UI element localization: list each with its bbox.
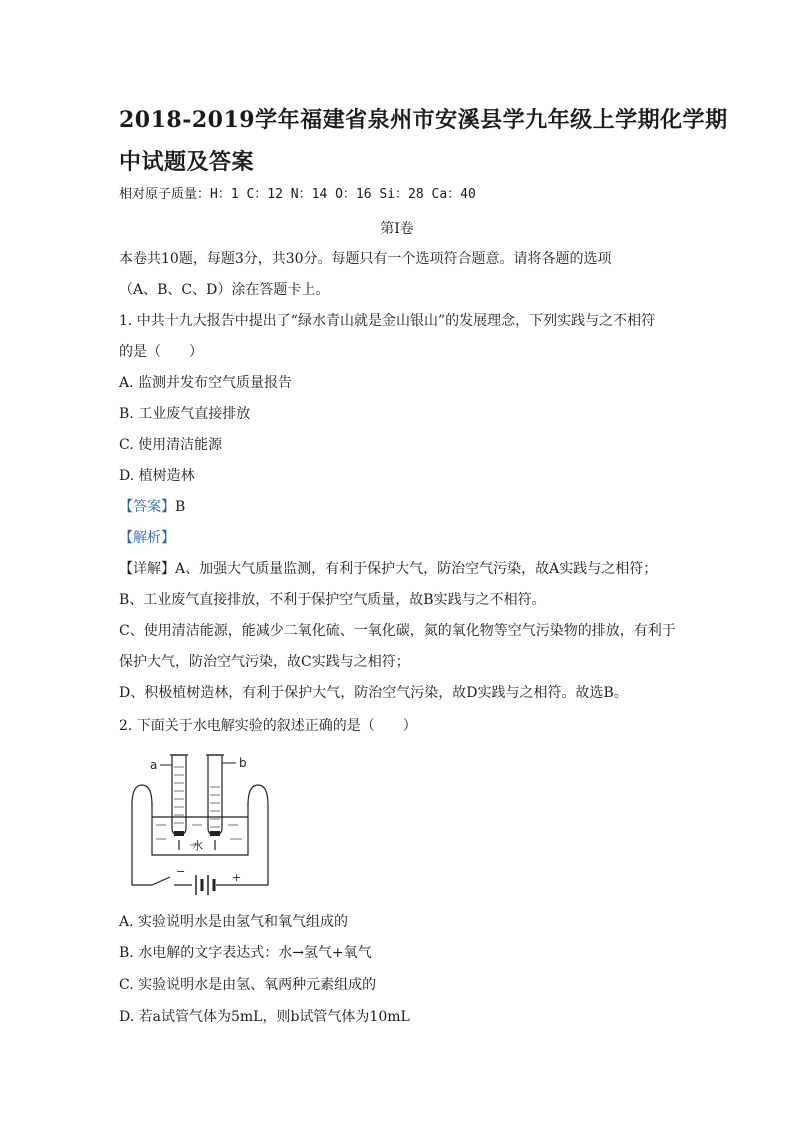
figure-label-minus: −: [176, 865, 186, 878]
analysis-tag: 【解析】: [119, 530, 175, 546]
q1-option-a: A. 监测并发布空气质量报告: [119, 375, 293, 391]
section-heading: 第Ⅰ卷: [380, 221, 414, 237]
doc-title-line-1: 2018-2019学年福建省泉州市安溪县学九年级上学期化学期: [119, 107, 728, 133]
q1-detail-line-3: C、使用清洁能源，能减少二氧化硫、一氧化碳，氮的氧化物等空气污染物的排放，有利于: [119, 623, 676, 639]
wire-right: [216, 785, 268, 885]
instruction-line-2: （A、B、C、D）涂在答题卡上。: [119, 282, 330, 298]
q1-answer: [119, 498, 185, 516]
q1-detail-line-4: 保护大气，防治空气污染，故C实践与之相符；: [119, 654, 410, 670]
electrode-right: [210, 831, 220, 836]
q1-detail-line-2: B、工业废气直接排放，不利于保护空气质量，故B实践与之不相符。: [119, 592, 546, 608]
q1-option-c: C. 使用清洁能源: [119, 437, 223, 453]
q1-option-d: D. 植树造林: [119, 468, 195, 484]
figure-label-plus: +: [232, 871, 242, 884]
q1-stem-line-2: 的是（ ）: [119, 344, 203, 360]
electrolysis-figure: [130, 745, 270, 895]
q1-stem-line-1: 1. 中共十九大报告中提出了“绿水青山就是金山银山”的发展理念，下列实践与之不相符: [119, 313, 656, 329]
q2-option-d: D. 若a试管气体为5mL，则b试管气体为10mL: [119, 1009, 410, 1025]
q1-detail-line-5: D、积极植树造林，有利于保护大气，防治空气污染，故D实践与之相符。故选B。: [119, 685, 628, 701]
figure-label-b: b: [239, 756, 247, 770]
instruction-line-1: 本卷共10题，每题3分，共30分。每题只有一个选项符合题意。请将各题的选项: [119, 251, 612, 267]
q2-option-c: C. 实验说明水是由氢、氧两种元素组成的: [119, 977, 377, 993]
q1-option-b: B. 工业废气直接排放: [119, 406, 251, 422]
detail-text-1: A、加强大气质量监测，有利于保护大气，防治空气污染，故A实践与之相符；: [175, 561, 658, 577]
atomic-masses: 相对原子质量：H：1 C：12 N：14 O：16 Si：28 Ca：40: [119, 187, 476, 202]
figure-label-a: a: [150, 758, 158, 772]
q2-stem: 2. 下面关于水电解实验的叙述正确的是（ ）: [119, 718, 417, 734]
switch: [152, 877, 170, 885]
wire-left: [132, 785, 152, 885]
q2-option-b: B. 水电解的文字表达式：水→氢气+氧气: [119, 945, 372, 961]
q2-option-a: A. 实验说明水是由氢气和氧气组成的: [119, 914, 349, 930]
q1-detail-line-1: [119, 560, 657, 578]
electrode-left: [174, 831, 184, 836]
answer-tag: 【答案】: [119, 499, 175, 515]
detail-tag: 【详解】: [119, 561, 175, 577]
answer-value: B: [175, 499, 186, 515]
figure-label-water: 水: [192, 839, 203, 852]
doc-title-line-2: 中试题及答案: [119, 149, 255, 175]
